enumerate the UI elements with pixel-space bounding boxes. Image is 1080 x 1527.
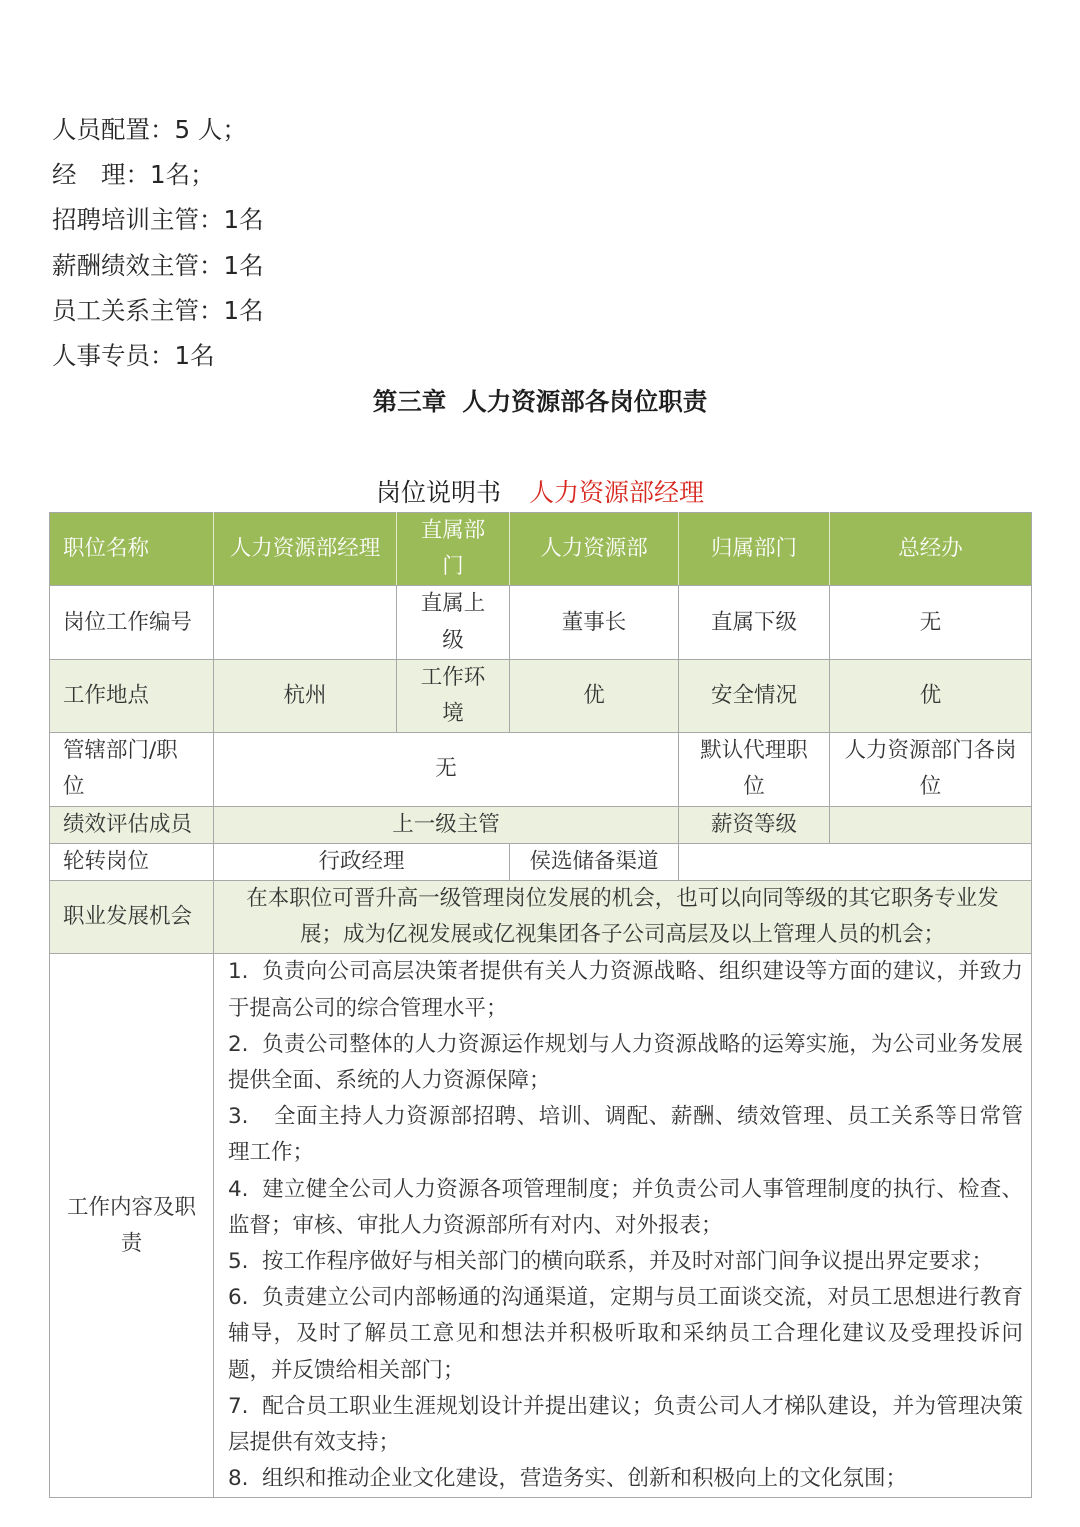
belongs-to-label: 归属部门 <box>679 513 830 586</box>
staffing-hr-specialist: 人事专员：1名 <box>52 341 215 371</box>
belongs-to-value: 总经办 <box>830 513 1032 586</box>
staffing-total: 人员配置：5 人； <box>52 115 247 144</box>
superior-label: 直属上级 <box>397 586 510 659</box>
career-development-label: 职业发展机会 <box>50 881 214 954</box>
chapter-heading <box>0 382 1080 422</box>
duty-number: 8. <box>228 1466 249 1492</box>
duty-item <box>228 1172 1023 1244</box>
job-spec-position-title: 人力资源部经理 <box>529 478 705 507</box>
job-spec-title <box>0 474 1080 512</box>
environment-label: 工作环境 <box>397 659 510 732</box>
duty-number: 1. <box>228 959 249 985</box>
duty-text: 负责公司整体的人力资源运作规划与人力资源战略的运筹实施，为公司业务发展提供全面、系统的人力资源保障； <box>228 1031 1023 1094</box>
career-development-text: 在本职位可晋升高一级管理岗位发展的机会，也可以向同等级的其它职务专业发展；成为亿视发展或亿视集团各子公司高层及以上管理人员的机会； <box>214 881 1032 954</box>
staffing-list <box>52 107 264 378</box>
staffing-employee-relations-lead: 员工关系主管：1名 <box>52 295 264 325</box>
duty-item <box>228 1099 1023 1171</box>
managed-departments-value: 无 <box>214 733 679 806</box>
position-name-value: 人力资源部经理 <box>214 513 397 586</box>
duty-text: 组织和推动企业文化建设，营造务实、创新和积极向上的文化氛围； <box>262 1466 908 1492</box>
duty-number: 5. <box>228 1249 249 1275</box>
duty-number: 2. <box>228 1031 249 1057</box>
duty-text: 全面主持人力资源部招聘、培训、调配、薪酬、绩效管理、员工关系等日常管理工作； <box>228 1104 1023 1166</box>
table-row <box>50 586 1032 659</box>
duty-item <box>228 954 1023 1026</box>
duty-item <box>228 1461 1023 1497</box>
duties-label: 工作内容及职责 <box>50 954 214 1498</box>
salary-grade-label: 薪资等级 <box>679 806 830 843</box>
job-code-value <box>214 586 397 659</box>
table-row <box>50 881 1032 954</box>
job-spec-doc-label: 岗位说明书 <box>375 478 501 507</box>
duty-item <box>228 1389 1023 1461</box>
department-label: 直属部门 <box>397 513 510 586</box>
duty-text: 配合员工职业生涯规划设计并提出建议；负责公司人才梯队建设，并为管理决策层提供有效支持； <box>228 1393 1023 1456</box>
duties-list <box>214 954 1032 1498</box>
rotation-label: 轮转岗位 <box>50 843 214 880</box>
default-deputy-value: 人力资源部门各岗位 <box>830 733 1032 806</box>
location-label: 工作地点 <box>50 659 214 732</box>
rotation-value: 行政经理 <box>214 843 510 880</box>
evaluator-value: 上一级主管 <box>214 806 679 843</box>
evaluator-label: 绩效评估成员 <box>50 806 214 843</box>
table-header-row <box>50 513 1032 586</box>
staffing-compensation-lead: 薪酬绩效主管：1名 <box>52 250 264 280</box>
location-value: 杭州 <box>214 659 397 732</box>
environment-value: 优 <box>510 659 679 732</box>
table-row <box>50 806 1032 843</box>
chapter-number: 第三章 <box>372 387 447 416</box>
duty-number: 7. <box>228 1393 249 1419</box>
table-row <box>50 954 1032 1498</box>
duty-text: 负责建立公司内部畅通的沟通渠道，定期与员工面谈交流，对员工思想进行教育辅导，及时了解员工意见和想法并积极听取和采纳员工合理化建议及受理投诉问题，并反馈给相关部门； <box>228 1285 1023 1383</box>
duty-item <box>228 1244 1023 1280</box>
chapter-title: 人力资源部各岗位职责 <box>462 387 708 416</box>
duty-text: 按工作程序做好与相关部门的横向联系，并及时对部门间争议提出界定要求； <box>262 1249 994 1275</box>
salary-grade-value <box>830 806 1032 843</box>
default-deputy-label: 默认代理职位 <box>679 733 830 806</box>
subordinate-label: 直属下级 <box>679 586 830 659</box>
duty-text: 负责向公司高层决策者提供有关人力资源战略、组织建设等方面的建议，并致力于提高公司的综合管理水平； <box>228 959 1023 1021</box>
job-code-label: 岗位工作编号 <box>50 586 214 659</box>
reserve-channel-label: 侯选储备渠道 <box>510 843 679 880</box>
job-spec-table <box>49 512 1032 1498</box>
table-row <box>50 843 1032 880</box>
staffing-manager: 经 理：1名； <box>52 160 215 190</box>
duty-number: 3. <box>228 1104 249 1130</box>
duty-number: 4. <box>228 1176 249 1202</box>
subordinate-value: 无 <box>830 586 1032 659</box>
managed-departments-label: 管辖部门/职位 <box>50 733 214 806</box>
position-name-label: 职位名称 <box>50 513 214 586</box>
duty-item <box>228 1280 1023 1389</box>
department-value: 人力资源部 <box>510 513 679 586</box>
safety-label: 安全情况 <box>679 659 830 732</box>
duty-text: 建立健全公司人力资源各项管理制度；并负责公司人事管理制度的执行、检查、监督；审核、审批人力资源部所有对内、对外报表； <box>228 1176 1023 1238</box>
duty-number: 6. <box>228 1285 249 1311</box>
reserve-channel-value <box>679 843 1032 880</box>
safety-value: 优 <box>830 659 1032 732</box>
duty-item <box>228 1027 1023 1099</box>
staffing-recruit-training-lead: 招聘培训主管：1名 <box>52 205 264 235</box>
table-row <box>50 733 1032 806</box>
superior-value: 董事长 <box>510 586 679 659</box>
table-row <box>50 659 1032 732</box>
